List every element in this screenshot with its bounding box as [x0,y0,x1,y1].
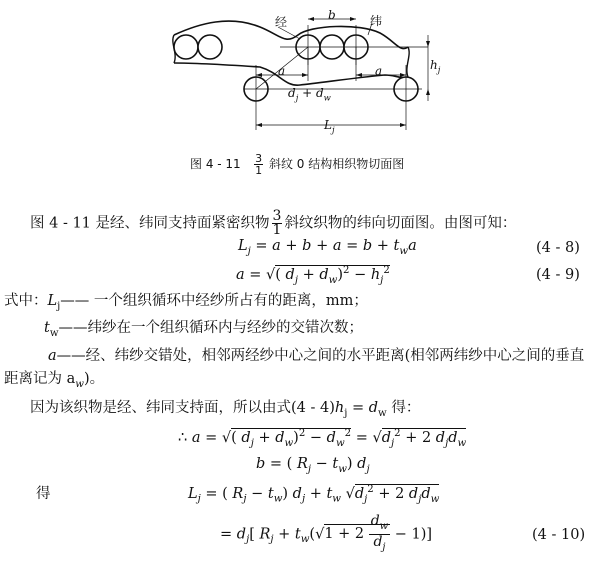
weft-yarn-lower-edge [174,63,408,85]
label-Lj: $L_j$ [324,118,335,135]
label-a-left: a [278,64,286,78]
equation-b-derived: b = ( $R_j - t_w$) $d_j$ [256,456,370,475]
label-therefore: 得 [36,486,51,502]
paragraph-support: 因为该织物是经、纬同支持面，所以由式$(4 - 4)h_j = d_w$ 得： [30,400,421,419]
definition-tw: $t_w——$纬纱在一个组织循环内与经纱的交错次数； [44,320,363,339]
equation-Lj-derived: $L_j$ = ( $R_j - t_w$) $d_j + t_w$ $√d_j^2 + 2$ $d_jd_w$ [188,484,440,505]
definition-a: a——经、纬纱交错处，相邻两经纱中心之间的水平距离(相邻两纬纱中心之间的垂直 [48,348,585,364]
definition-Lj: 式中：$L_j——$ 一个组织循环中经纱所占有的距离，mm； [4,293,368,312]
equation-4-10: = $d_j$[ $R_j + t_w(√1 + 2$ $\frac{d_w}{d_j}$ − 1)] [220,513,433,553]
figure-caption: 图 4 - 11 $\frac{3}{1}$ 斜纹 0 结构相织物切面图 [190,152,405,177]
caption-fraction: $\frac{3}{1}$ [255,152,263,177]
weft-yarn-right-end [407,47,409,77]
equation-4-8: $L_j = a + b + a = b + t_wa$ [238,238,417,257]
paragraph-intro: 图 4 - 11 是经、纬同支持面紧密织物 $\frac{3}{1}$ 斜纹织物的纬向切面图。由图可知： [30,208,517,238]
label-dj-dw: $d_j + d_w$ [288,86,331,103]
warp-circle [174,35,198,59]
label-hj: $h_j$ [430,58,441,75]
equation-4-9: a = √( $d_j + d_w)^2 - h_j^2$ [236,265,390,286]
equation-number-4-8: (4 - 8) [536,240,580,256]
equation-number-4-9: (4 - 9) [536,267,580,283]
label-weft: 纬 [370,14,383,28]
label-b: b [328,8,336,22]
equation-number-4-10: (4 - 10) [532,527,586,543]
weave-cross-section-figure [160,5,460,140]
definition-a-continued: 距离记为 $a_w$)。 [4,371,105,390]
label-warp: 经 [275,15,288,29]
equation-a-derived: ∴ a = √( $d_j + d_w)^2 - d_w^2 = √d_j^2 + 2$ $d_jd_w$ [178,428,467,449]
warp-circle [198,35,222,59]
twill-fraction: $\frac{3}{1}$ [272,208,282,238]
label-a-right: a [375,64,383,78]
